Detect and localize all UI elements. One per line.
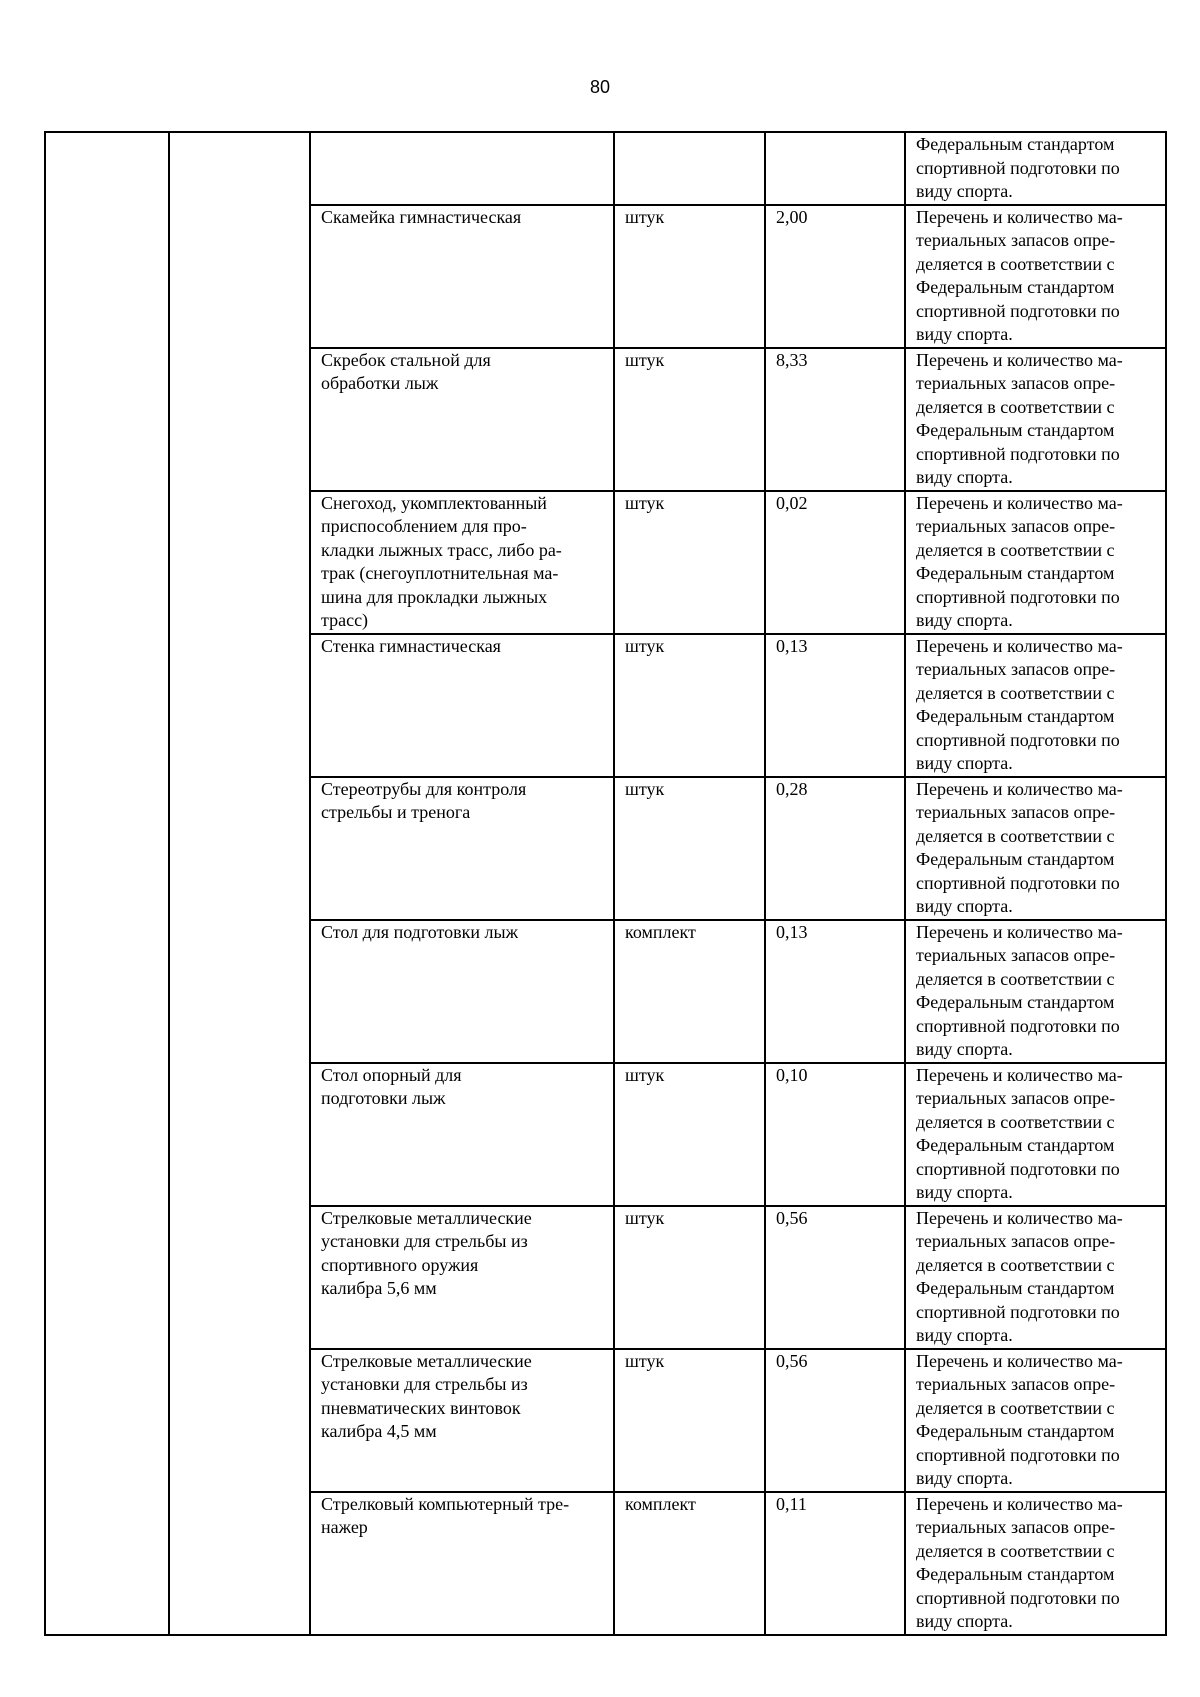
unit-cell: комплект xyxy=(614,1492,765,1635)
name-line: установки для стрельбы из xyxy=(321,1374,528,1394)
note-line: деляется в соответствии с xyxy=(916,968,1115,989)
name-cell xyxy=(310,1206,614,1349)
name-line: Стрелковый компьютерный тре- xyxy=(321,1493,570,1514)
name-line: калибра 4,5 мм xyxy=(321,1421,437,1441)
note-line: деляется в соответствии с xyxy=(916,1540,1115,1561)
note-cell xyxy=(905,1063,1166,1206)
name-cell xyxy=(310,348,614,491)
table-body xyxy=(45,132,1166,1635)
note-line: Федеральным стандартом xyxy=(916,563,1115,583)
note-cell xyxy=(905,491,1166,634)
name-cell xyxy=(310,205,614,348)
quantity-cell: 2,00 xyxy=(765,205,905,348)
unit-cell: комплект xyxy=(614,920,765,1063)
quantity-cell: 0,02 xyxy=(765,491,905,634)
note-line: спортивной подготовки по xyxy=(916,1444,1120,1465)
name-cell xyxy=(310,132,614,205)
name-line: Стрелковые металлические xyxy=(321,1350,532,1371)
table-row xyxy=(45,132,1166,205)
note-line: Федеральным стандартом xyxy=(916,134,1115,154)
note-line: спортивной подготовки по xyxy=(916,1301,1120,1322)
note-line: спортивной подготовки по xyxy=(916,1015,1120,1036)
name-line: Скребок стальной для xyxy=(321,349,491,370)
unit-cell: штук xyxy=(614,348,765,491)
name-line: кладки лыжных трасс, либо ра- xyxy=(321,539,562,560)
note-line: Перечень и количество ма- xyxy=(916,1350,1123,1371)
note-line: териальных запасов опре- xyxy=(916,516,1116,536)
name-line: калибра 5,6 мм xyxy=(321,1278,437,1298)
name-cell xyxy=(310,920,614,1063)
note-line: виду спорта. xyxy=(916,753,1013,773)
note-line: спортивной подготовки по xyxy=(916,300,1120,321)
note-line: териальных запасов опре- xyxy=(916,373,1116,393)
note-line: Перечень и количество ма- xyxy=(916,349,1123,370)
note-line: спортивной подготовки по xyxy=(916,872,1120,893)
quantity-cell: 0,28 xyxy=(765,777,905,920)
note-cell xyxy=(905,205,1166,348)
note-cell xyxy=(905,634,1166,777)
unit-cell: штук xyxy=(614,1063,765,1206)
name-line: Стенка гимнастическая xyxy=(321,635,501,656)
name-line: трак (снегоуплотнительная ма- xyxy=(321,563,559,583)
note-line: Федеральным стандартом xyxy=(916,277,1115,297)
name-line: стрельбы и тренога xyxy=(321,802,471,822)
name-line: Стереотрубы для контроля xyxy=(321,778,527,799)
name-line: Стрелковые металлические xyxy=(321,1207,532,1228)
note-line: териальных запасов опре- xyxy=(916,230,1116,250)
note-line: териальных запасов опре- xyxy=(916,945,1116,965)
note-line: Перечень и количество ма- xyxy=(916,492,1123,513)
note-line: Федеральным стандартом xyxy=(916,1135,1115,1155)
note-line: Федеральным стандартом xyxy=(916,706,1115,726)
name-line: шина для прокладки лыжных xyxy=(321,586,548,607)
name-line: Скамейка гимнастическая xyxy=(321,206,522,227)
note-line: деляется в соответствии с xyxy=(916,253,1115,274)
name-cell xyxy=(310,491,614,634)
note-line: Федеральным стандартом xyxy=(916,1278,1115,1298)
note-line: виду спорта. xyxy=(916,324,1013,344)
note-cell xyxy=(905,1492,1166,1635)
name-line: установки для стрельбы из xyxy=(321,1231,528,1251)
note-line: териальных запасов опре- xyxy=(916,659,1116,679)
note-line: териальных запасов опре- xyxy=(916,1088,1116,1108)
note-line: Перечень и количество ма- xyxy=(916,778,1123,799)
unit-cell: штук xyxy=(614,1349,765,1492)
name-cell xyxy=(310,1349,614,1492)
note-line: териальных запасов опре- xyxy=(916,1374,1116,1394)
note-line: виду спорта. xyxy=(916,1611,1013,1631)
quantity-cell: 0,56 xyxy=(765,1206,905,1349)
name-line: Стол опорный для xyxy=(321,1064,462,1085)
note-line: Федеральным стандартом xyxy=(916,1421,1115,1441)
note-line: виду спорта. xyxy=(916,896,1013,916)
note-line: Перечень и количество ма- xyxy=(916,635,1123,656)
note-line: Перечень и количество ма- xyxy=(916,1207,1123,1228)
note-line: Федеральным стандартом xyxy=(916,992,1115,1012)
name-line: трасс) xyxy=(321,610,369,630)
quantity-cell xyxy=(765,132,905,205)
name-cell xyxy=(310,634,614,777)
unit-cell: штук xyxy=(614,777,765,920)
note-line: виду спорта. xyxy=(916,1325,1013,1345)
note-line: деляется в соответствии с xyxy=(916,539,1115,560)
note-line: виду спорта. xyxy=(916,467,1013,487)
note-line: Перечень и количество ма- xyxy=(916,921,1123,942)
equipment-table xyxy=(44,131,1167,1636)
note-line: виду спорта. xyxy=(916,1039,1013,1059)
name-line: Стол для подготовки лыж xyxy=(321,921,519,942)
note-line: териальных запасов опре- xyxy=(916,1231,1116,1251)
name-cell xyxy=(310,1063,614,1206)
note-cell xyxy=(905,348,1166,491)
note-line: спортивной подготовки по xyxy=(916,157,1120,178)
name-cell xyxy=(310,777,614,920)
unit-cell: штук xyxy=(614,491,765,634)
note-cell xyxy=(905,1349,1166,1492)
name-line: обработки лыж xyxy=(321,373,439,393)
note-line: Перечень и количество ма- xyxy=(916,1064,1123,1085)
note-cell xyxy=(905,777,1166,920)
note-line: деляется в соответствии с xyxy=(916,825,1115,846)
note-line: Федеральным стандартом xyxy=(916,1564,1115,1584)
note-line: териальных запасов опре- xyxy=(916,802,1116,822)
quantity-cell: 0,13 xyxy=(765,920,905,1063)
note-cell xyxy=(905,132,1166,205)
name-cell xyxy=(310,1492,614,1635)
note-cell xyxy=(905,920,1166,1063)
merged-column-1 xyxy=(45,132,169,1635)
name-line: спортивного оружия xyxy=(321,1254,479,1275)
name-line: нажер xyxy=(321,1517,368,1537)
note-line: спортивной подготовки по xyxy=(916,729,1120,750)
note-line: деляется в соответствии с xyxy=(916,396,1115,417)
note-line: спортивной подготовки по xyxy=(916,1158,1120,1179)
quantity-cell: 8,33 xyxy=(765,348,905,491)
quantity-cell: 0,10 xyxy=(765,1063,905,1206)
page-number: 80 xyxy=(589,77,611,97)
note-line: виду спорта. xyxy=(916,1468,1013,1488)
note-line: Федеральным стандартом xyxy=(916,420,1115,440)
note-line: Перечень и количество ма- xyxy=(916,1493,1123,1514)
name-line: подготовки лыж xyxy=(321,1088,446,1108)
quantity-cell: 0,56 xyxy=(765,1349,905,1492)
name-line: приспособлением для про- xyxy=(321,516,527,536)
unit-cell xyxy=(614,132,765,205)
note-line: виду спорта. xyxy=(916,610,1013,630)
merged-column-2 xyxy=(169,132,310,1635)
name-line: пневматических винтовок xyxy=(321,1397,521,1418)
note-line: деляется в соответствии с xyxy=(916,1254,1115,1275)
note-line: спортивной подготовки по xyxy=(916,443,1120,464)
note-line: виду спорта. xyxy=(916,1182,1013,1202)
note-line: спортивной подготовки по xyxy=(916,586,1120,607)
quantity-cell: 0,11 xyxy=(765,1492,905,1635)
note-line: деляется в соответствии с xyxy=(916,1397,1115,1418)
unit-cell: штук xyxy=(614,205,765,348)
note-line: Перечень и количество ма- xyxy=(916,206,1123,227)
note-line: териальных запасов опре- xyxy=(916,1517,1116,1537)
quantity-cell: 0,13 xyxy=(765,634,905,777)
note-line: деляется в соответствии с xyxy=(916,682,1115,703)
note-line: деляется в соответствии с xyxy=(916,1111,1115,1132)
note-line: виду спорта. xyxy=(916,181,1013,201)
name-line: Снегоход, укомплектованный xyxy=(321,492,547,513)
note-line: Федеральным стандартом xyxy=(916,849,1115,869)
unit-cell: штук xyxy=(614,1206,765,1349)
note-cell xyxy=(905,1206,1166,1349)
note-line: спортивной подготовки по xyxy=(916,1587,1120,1608)
unit-cell: штук xyxy=(614,634,765,777)
